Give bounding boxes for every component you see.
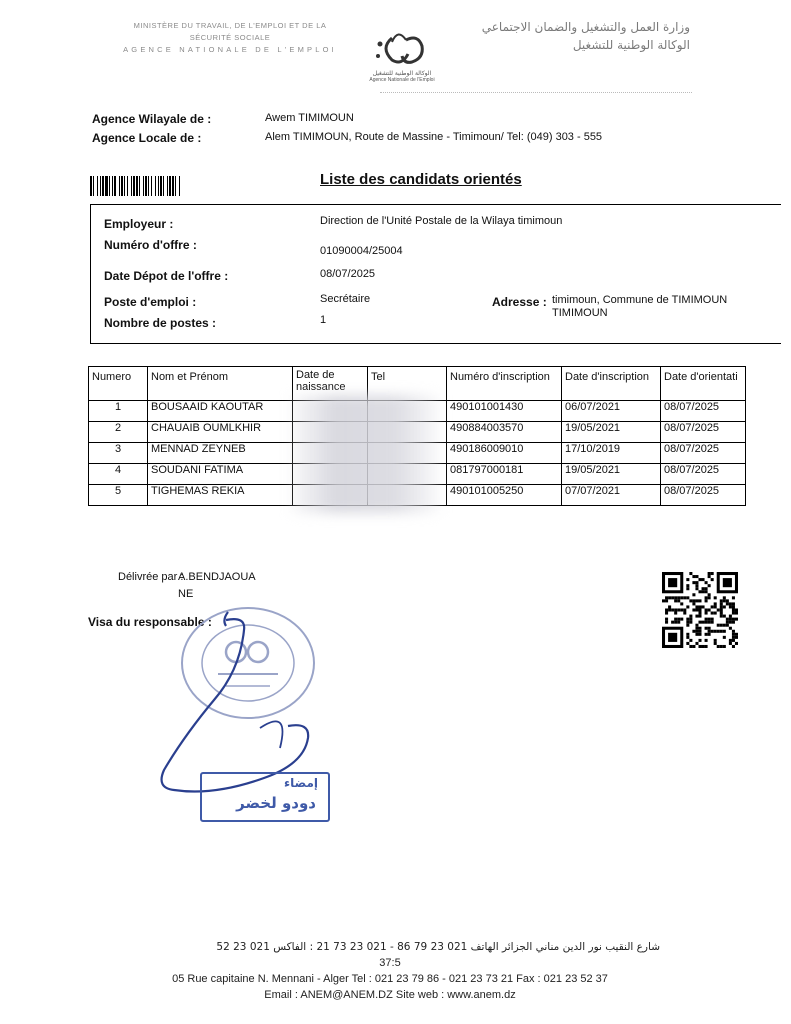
header-divider: [380, 92, 692, 93]
locale-value: Alem TIMIMOUN, Route de Massine - Timimoun/ Tel: (049) 303 - 555: [265, 131, 603, 143]
cell-num-inscription: 081797000181: [447, 464, 562, 485]
cell-date-orientation: 08/07/2025: [661, 443, 746, 464]
cell-nom: SOUDANI FATIMA: [148, 464, 293, 485]
col-date-inscription: Date d'inscription: [562, 367, 661, 401]
adresse-label: Adresse :: [492, 295, 547, 309]
cell-date-orientation: 08/07/2025: [661, 464, 746, 485]
cell-nom: CHAUAIB OUMLKHIR: [148, 422, 293, 443]
cell-num-inscription: 490101001430: [447, 401, 562, 422]
cell-date-inscription: 07/07/2021: [562, 485, 661, 506]
cell-num-inscription: 490186009010: [447, 443, 562, 464]
cell-numero: 4: [89, 464, 148, 485]
nombre-postes-value: 1: [320, 314, 327, 326]
visa-label: Visa du responsable :: [88, 615, 212, 629]
cell-nom: TIGHEMAS REKIA: [148, 485, 293, 506]
cell-numero: 1: [89, 401, 148, 422]
cell-date-orientation: 08/07/2025: [661, 422, 746, 443]
employeur-label: Employeur :: [104, 217, 174, 231]
footer-arabic-address: شارع النقيب نور الدين مناني الجزائر الهاتف 021 23 79 86 - 021 23 73 21 : الفاكس 021 23 52: [216, 941, 660, 953]
col-nom: Nom et Prénom: [148, 367, 293, 401]
signature-stamp: [200, 772, 330, 822]
date-depot-value: 08/07/2025: [320, 268, 376, 280]
cell-date-inscription: 19/05/2021: [562, 464, 661, 485]
cell-nom: BOUSAAID KAOUTAR: [148, 401, 293, 422]
col-date-naissance: Date de naissance: [293, 367, 368, 401]
cell-num-inscription: 490884003570: [447, 422, 562, 443]
ministry-name-fr: MINISTÈRE DU TRAVAIL, DE L'EMPLOI ET DE LA SÉCURITÉ SOCIALE: [133, 21, 327, 42]
document-title: Liste des candidats orientés: [320, 171, 522, 188]
numero-offre-label: Numéro d'offre :: [104, 238, 197, 252]
cell-date-orientation: 08/07/2025: [661, 401, 746, 422]
stamp-signature-name: دودو لخضر: [236, 794, 316, 812]
cell-date-inscription: 19/05/2021: [562, 422, 661, 443]
barcode: [90, 176, 286, 196]
handwritten-signature-icon: [140, 608, 340, 798]
adresse-line1: timimoun, Commune de TIMIMOUN: [552, 294, 728, 306]
poste-label: Poste d'emploi :: [104, 295, 197, 309]
redacted-personal-data: [290, 395, 440, 513]
wilaya-label: Agence Wilayale de :: [92, 112, 212, 126]
delivered-by-label: Délivrée par :: [118, 571, 184, 583]
agency-name-ar: الوكالة الوطنية للتشغيل: [572, 38, 690, 52]
col-tel: Tel: [368, 367, 447, 401]
delivered-by-name: A.BENDJAOUA: [178, 571, 256, 583]
employeur-value: Direction de l'Unité Postale de la Wilaya timimoun: [320, 215, 563, 227]
cell-nom: MENNAD ZEYNEB: [148, 443, 293, 464]
col-num-inscription: Numéro d'inscription: [447, 367, 562, 401]
footer-contact: Email : ANEM@ANEM.DZ Site web : www.anem.dz: [264, 989, 516, 1001]
cell-numero: 5: [89, 485, 148, 506]
locale-label: Agence Locale de :: [92, 131, 202, 145]
logo-caption-fr: Agence Nationale de l'Emploi: [369, 77, 435, 83]
ministry-name-ar: وزارة العمل والتشغيل والضمان الاجتماعي: [481, 20, 690, 34]
footer-address: 05 Rue capitaine N. Mennani - Alger Tel : 021 23 79 86 - 021 23 73 21 Fax : 021 23 52 37: [172, 973, 608, 985]
cell-date-orientation: 08/07/2025: [661, 485, 746, 506]
cell-numero: 3: [89, 443, 148, 464]
footer-arabic-tail: 37:5: [379, 957, 401, 969]
cell-numero: 2: [89, 422, 148, 443]
ministry-header-fr: [120, 20, 340, 56]
numero-offre-value: 01090004/25004: [320, 245, 403, 257]
cell-date-inscription: 06/07/2021: [562, 401, 661, 422]
delivered-by-initials: NE: [178, 588, 194, 600]
poste-value: Secrétaire: [320, 293, 371, 305]
wilaya-value: Awem TIMIMOUN: [265, 112, 354, 124]
col-date-orientation: Date d'orientati: [661, 367, 746, 401]
qr-code-icon: [662, 572, 738, 648]
adresse-line2: TIMIMOUN: [552, 307, 608, 319]
logo-caption-ar: الوكالة الوطنية للتشغيل: [372, 70, 432, 77]
nombre-postes-label: Nombre de postes :: [104, 316, 217, 330]
cell-date-inscription: 17/10/2019: [562, 443, 661, 464]
logo-caption: [352, 70, 452, 84]
cell-num-inscription: 490101005250: [447, 485, 562, 506]
ministry-header-ar: [478, 18, 690, 54]
agency-name-fr: AGENCE NATIONALE DE L'EMPLOI: [123, 45, 337, 54]
date-depot-label: Date Dépot de l'offre :: [104, 269, 229, 283]
col-numero: Numero: [89, 367, 148, 401]
stamp-signature-label: إمضاء: [283, 776, 318, 790]
